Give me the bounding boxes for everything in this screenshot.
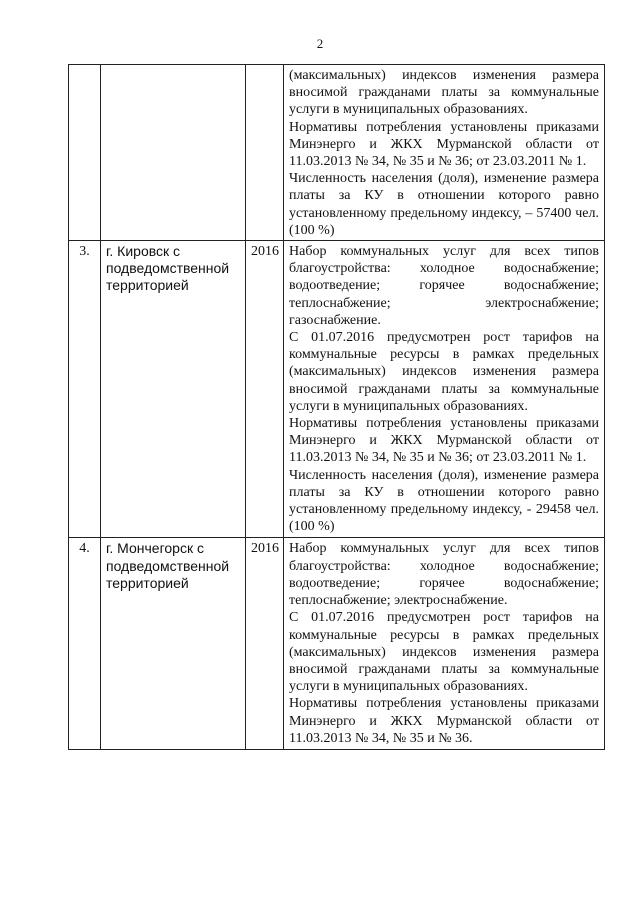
year-cell [246,65,284,241]
description-paragraph: С 01.07.2016 предусмотрен рост тарифов на коммунальные ресурсы в рамках предельных (максимальных) индексов изменения размера вносимой гражданами платы за коммунальные услуги в муниципальных образованиях. [289,330,599,414]
data-table [68,64,605,750]
territory-cell: г. Мончегорск с подведомственной территорией [101,538,246,749]
description-cell [284,241,605,538]
description-paragraph: Нормативы потребления установлены приказами Минэнерго и ЖКХ Мурманской области от 11.03.2013 № 34, № 35 и № 36; от 23.03.2011 № 1. [289,416,599,466]
description-paragraph: Численность населения (доля), изменение размера платы за КУ в отношении которого равно установленному предельному индексу, - 29458 чел. (100 %) [289,467,599,535]
description-paragraph: Нормативы потребления установлены приказами Минэнерго и ЖКХ Мурманской области от 11.03.2013 № 34, № 35 и № 36; от 23.03.2011 № 1. [289,119,599,170]
year-cell: 2016 [246,241,284,538]
description-paragraph: Нормативы потребления установлены приказами Минэнерго и ЖКХ Мурманской области от 11.03.2013 № 34, № 35 и № 36. [289,696,599,746]
description-cell [284,65,605,241]
description-cell [284,538,605,749]
description-paragraph: Набор коммунальных услуг для всех типов благоустройства: холодное водоснабжение; водоотведение; горячее водоснабжение; теплоснабжение; электроснабжение. [289,541,599,609]
year-cell: 2016 [246,538,284,749]
territory-cell [101,65,246,241]
row-number-cell [69,65,101,241]
page-number: 2 [316,36,324,51]
description-paragraph: (максимальных) индексов изменения размера вносимой гражданами платы за коммунальные услуги в муниципальных образованиях. [289,68,599,118]
table-row [69,538,605,749]
description-paragraph: Набор коммунальных услуг для всех типов благоустройства: холодное водоснабжение; водоотведение; горячее водоснабжение; теплоснабжение; электроснабжение; газоснабжение. [289,244,599,328]
description-paragraph: Численность населения (доля), изменение размера платы за КУ в отношении которого равно установленному предельному индексу, – 57400 чел. (100 %) [289,171,599,238]
description-paragraph: С 01.07.2016 предусмотрен рост тарифов на коммунальные ресурсы в рамках предельных (максимальных) индексов изменения размера вносимой гражданами платы за коммунальные услуги в муниципальных образованиях. [289,610,599,695]
table-row [69,241,605,538]
table-row [69,65,605,241]
row-number-cell: 3. [69,241,101,538]
territory-cell: г. Кировск с подведомственной территорией [101,241,246,538]
row-number-cell: 4. [69,538,101,749]
